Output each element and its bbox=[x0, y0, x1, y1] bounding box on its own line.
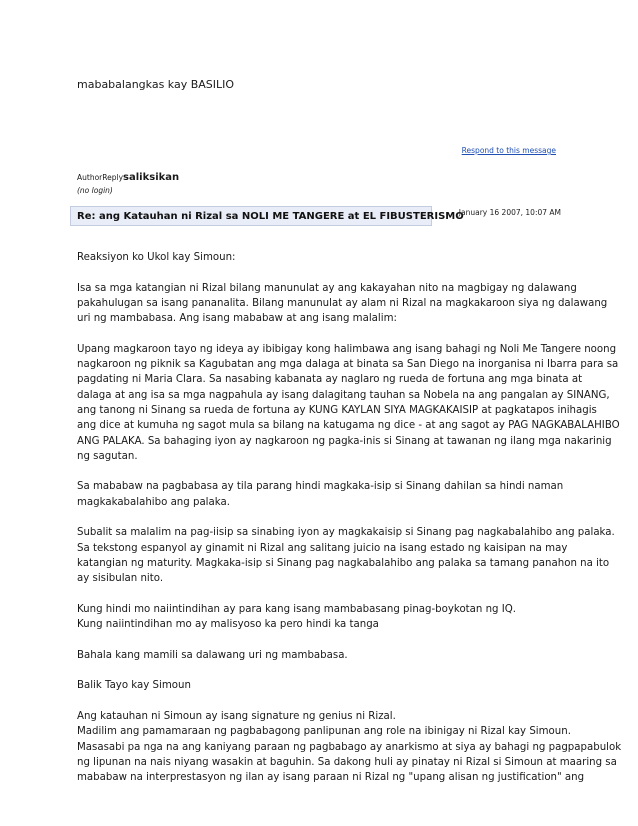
message-paragraph bbox=[77, 709, 622, 785]
paragraph-line: Sa tekstong espanyol ay ginamit ni Rizal ang salitang juicio na isang estado ng kaisipan na may bbox=[77, 542, 568, 554]
paragraph-line: mababaw na interprestasyon ng ilan ay isang paraan ni Rizal ng "upang alisan ng justification" ang bbox=[77, 772, 585, 784]
author-row bbox=[77, 172, 179, 183]
author-label: AuthorReply bbox=[77, 173, 124, 182]
intro-text: mababalangkas kay BASILIO bbox=[77, 78, 235, 91]
paragraph-line: Masasabi pa nga na ang kaniyang paraan ng pagbabago ay anarkismo at siya ay bahagi ng pagpapabulok bbox=[77, 741, 622, 753]
message-paragraph bbox=[77, 648, 567, 663]
author-name: saliksikan bbox=[123, 172, 180, 183]
paragraph-line: Isa sa mga katangian ni Rizal bilang manunulat ay ang kakayahan nito na magbigay ng dalawang bbox=[77, 282, 577, 294]
message-paragraph bbox=[77, 479, 567, 510]
paragraph-line: dalaga at ang isa sa mga nagpahula ay isang dalagitang tauhan sa Nobela na ang pangalan ay SINANG, bbox=[77, 389, 610, 401]
paragraph-line: katangian ng maturity. Magkaka-isip si Sinang pag nagkabalahibo ang palaka sa tamang panahon na ito bbox=[77, 557, 610, 569]
paragraph-line: ay sisibulan nito. bbox=[77, 573, 164, 585]
paragraph-line: Kung hindi mo naiintindihan ay para kang isang mambabasang pinag-boykotan ng IQ. bbox=[77, 603, 517, 615]
message-body bbox=[77, 250, 622, 801]
paragraph-line: ANG PALAKA. Sa bahaging iyon ay nagkaroon ng pagka-inis si Sinang at tawanan ng ilang mga nakarinig bbox=[77, 435, 612, 447]
paragraph-line: pakahulugan sa isang pananalita. Bilang manunulat ay alam ni Rizal na magkakaroon siya ng dalawang bbox=[77, 297, 608, 309]
paragraph-line: Madilim ang pamamaraan ng pagbabagong panlipunan ang role na ibinigay ni Rizal kay Simoun. bbox=[77, 726, 571, 738]
paragraph-line: ang tanong ni Sinang sa rueda de fortuna ay KUNG KAYLAN SIYA MAGKAKAISIP at pagkatapos inihagis bbox=[77, 404, 597, 416]
paragraph-line: uri ng mambabasa. Ang isang mababaw at ang isang malalim: bbox=[77, 313, 397, 325]
paragraph-line: Sa mababaw na pagbabasa ay tila parang hindi magkaka-isip si Sinang dahilan sa hindi naman bbox=[77, 481, 564, 493]
message-paragraph bbox=[77, 602, 567, 633]
paragraph-line: Reaksiyon ko Ukol kay Simoun: bbox=[77, 252, 236, 263]
paragraph-line: nagkaroon ng piknik sa Kagubatan ang mga dalaga at binata sa San Diego na inorganisa ni Ibarra para sa bbox=[77, 359, 619, 371]
message-paragraph bbox=[77, 525, 615, 586]
message-paragraph bbox=[77, 342, 620, 464]
message-subject: Re: ang Katauhan ni Rizal sa NOLI ME TANGERE at EL FIBUSTERISMO bbox=[77, 211, 464, 222]
respond-link[interactable]: Respond to this message bbox=[461, 146, 556, 155]
message-paragraph bbox=[77, 281, 608, 327]
paragraph-line: Balik Tayo kay Simoun bbox=[77, 680, 191, 692]
paragraph-line: pagdating ni Maria Clara. Sa nasabing kabanata ay naglaro ng rueda de fortuna ang mga binata at bbox=[77, 374, 583, 386]
message-paragraph bbox=[77, 678, 567, 693]
author-status: (no login) bbox=[77, 186, 113, 195]
paragraph-line: Ang katauhan ni Simoun ay isang signature ng genius ni Rizal. bbox=[77, 710, 396, 722]
subject-bar bbox=[70, 206, 464, 226]
message-paragraph bbox=[77, 250, 567, 265]
paragraph-line: ng lipunan na nais niyang wasakin at baguhin. Sa dakong huli ay pinatay ni Rizal si Simoun at maaring sa bbox=[77, 756, 617, 768]
message-date: January 16 2007, 10:07 AM bbox=[458, 208, 561, 217]
paragraph-line: Upang magkaroon tayo ng ideya ay ibibigay kong halimbawa ang isang bahagi ng Noli Me Tangere noong bbox=[77, 343, 617, 355]
paragraph-line: ng sagutan. bbox=[77, 450, 138, 462]
paragraph-line: Bahala kang mamili sa dalawang uri ng mambabasa. bbox=[77, 649, 348, 661]
paragraph-line: magkakabalahibo ang palaka. bbox=[77, 496, 230, 508]
paragraph-line: Subalit sa malalim na pag-iisip sa sinabing iyon ay magkakaisip si Sinang pag nagkabalahibo ang palaka. bbox=[77, 527, 615, 539]
paragraph-line: ang dice at kumuha ng sagot mula sa bilang na katugama ng dice - at ang sagot ay PAG NAGKABALAHIBO bbox=[77, 420, 620, 432]
paragraph-line: Kung naiintindihan mo ay malisyoso ka pero hindi ka tanga bbox=[77, 619, 379, 631]
